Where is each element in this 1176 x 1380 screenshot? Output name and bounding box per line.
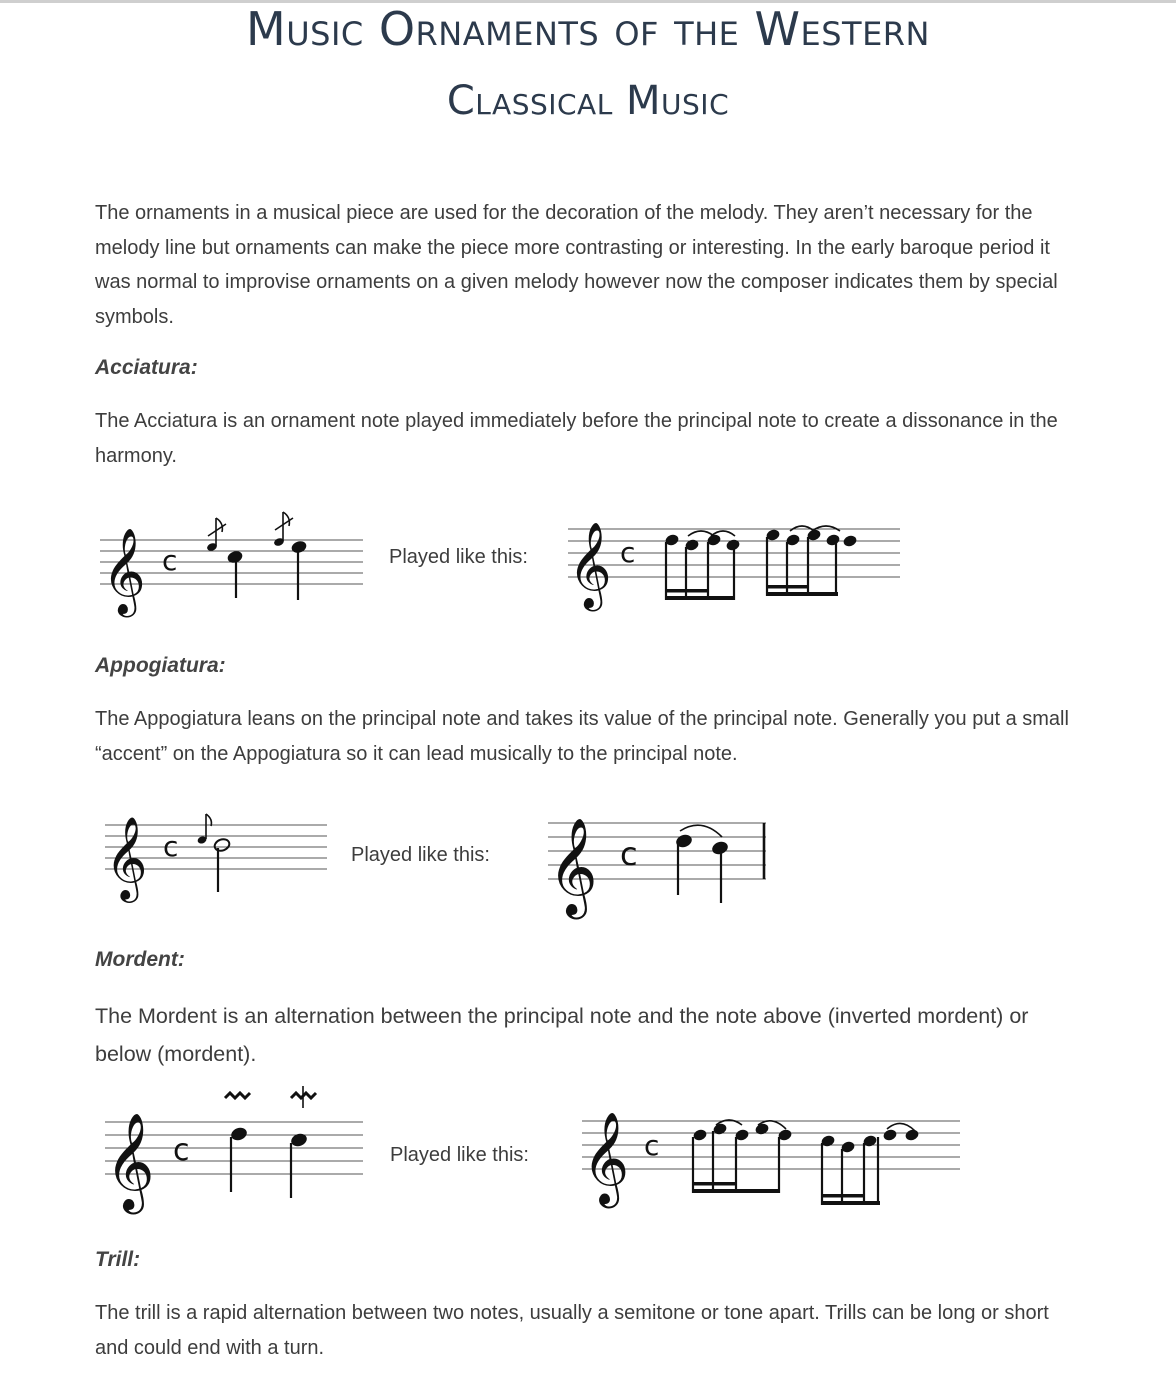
mordent-played-notation	[582, 1085, 964, 1215]
acciatura-played-label: Played like this:	[389, 546, 528, 568]
inverted-mordent-icon	[225, 1093, 250, 1098]
common-time-icon: c	[162, 544, 178, 577]
acciatura-played-notation	[568, 500, 903, 610]
appogiatura-played-notation	[548, 795, 770, 915]
trill-text: The trill is a rapid alternation between two notes, usually a semitone or tone apart. Trills can be long or short and could end with a turn.	[95, 1302, 1049, 1359]
intro-paragraph: The ornaments in a musical piece are used for the decoration of the melody. They aren’t necessary for the melody line but ornaments can make the piece more contrasting or interesting. In the early baroque period it was normal to improvise ornaments on a given melody however now the composer indicates them by special symbols.	[95, 202, 1058, 328]
appogiatura-played-label: Played like this:	[351, 844, 490, 866]
common-time-icon: c	[163, 830, 179, 863]
treble-clef-icon: 𝄞	[105, 1112, 155, 1210]
mordent-text: The Mordent is an alternation between the principal note and the note above (inverted mordent) or below (mordent).	[95, 1004, 1029, 1066]
common-time-icon: c	[173, 1133, 190, 1168]
treble-clef-icon: 𝄞	[102, 528, 146, 614]
heading-mordent: Mordent:	[95, 948, 185, 971]
mordent-played-label: Played like this:	[390, 1144, 529, 1166]
treble-clef-icon: 𝄞	[582, 1111, 630, 1204]
common-time-icon: c	[620, 835, 638, 873]
acciatura-notation	[100, 500, 365, 620]
common-time-icon: c	[644, 1129, 660, 1162]
treble-clef-icon: 𝄞	[105, 815, 148, 899]
treble-clef-icon: 𝄞	[568, 522, 612, 608]
heading-appogiatura: Appogiatura:	[95, 654, 226, 677]
title-line-2: Classical Music	[446, 78, 730, 124]
staff-lines	[582, 1121, 960, 1169]
acciatura-text: The Acciatura is an ornament note played immediately before the principal note to create a dissonance in the harmony.	[95, 410, 1058, 467]
heading-acciatura: Acciatura:	[95, 356, 198, 379]
title-line-1: Music Ornaments of the Western	[246, 2, 930, 56]
appogiatura-notation	[105, 800, 330, 910]
common-time-icon: c	[620, 536, 636, 569]
mordent-notation	[105, 1080, 367, 1210]
treble-clef-icon: 𝄞	[548, 817, 598, 915]
heading-trill: Trill:	[95, 1248, 141, 1271]
appogiatura-text: The Appogiatura leans on the principal note and takes its value of the principal note. Generally you put a small “accent” on the Appogiatura so it can lead musically to the principal note.	[95, 708, 1069, 765]
